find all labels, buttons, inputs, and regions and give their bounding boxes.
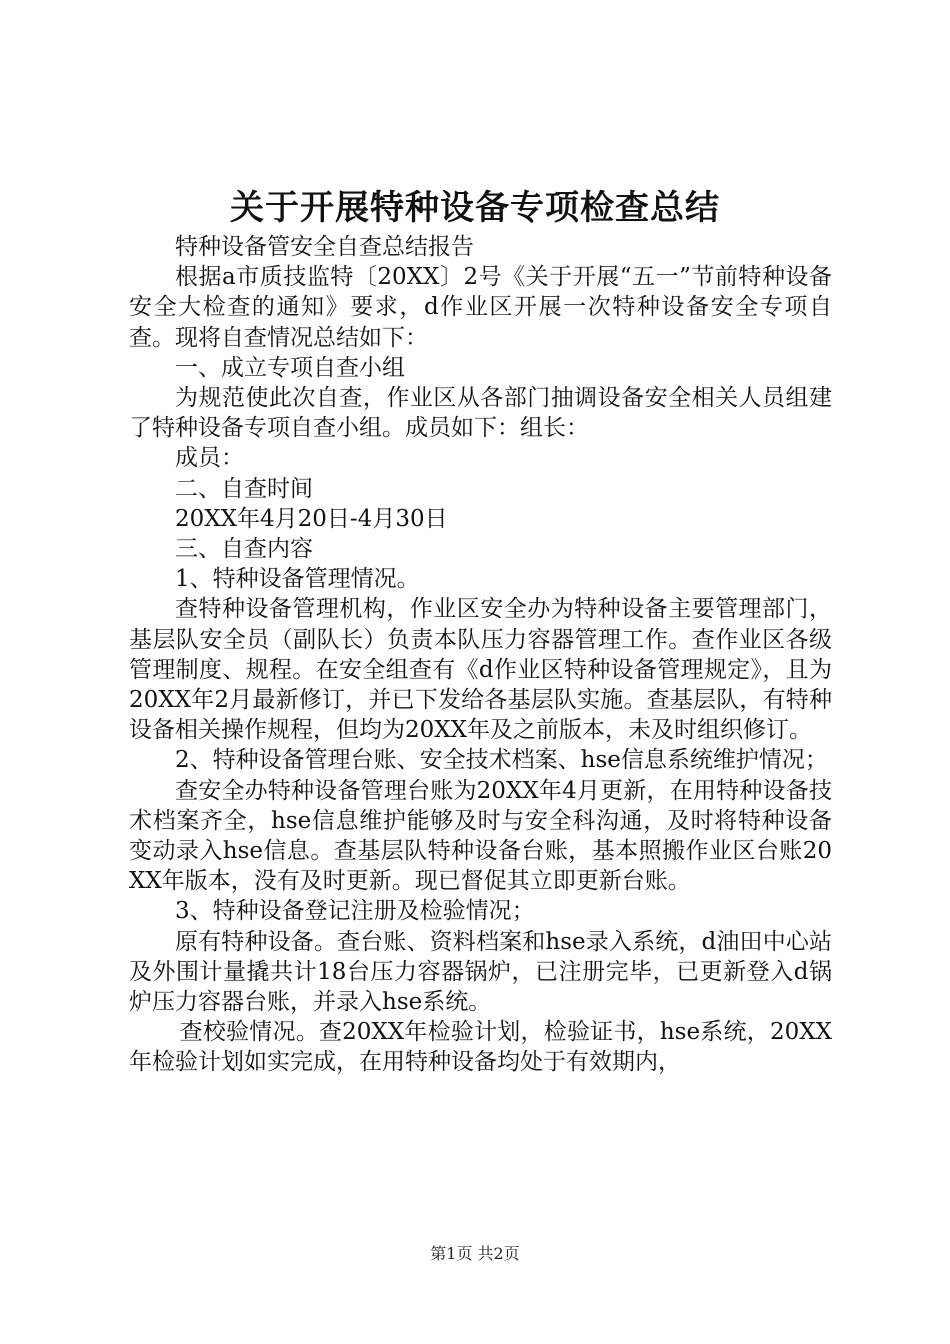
section-heading-team: 一、成立专项自查小组 [175,354,405,381]
paragraph-intro: 根据a市质技监特〔20XX〕2号《关于开展“五一”节前特种设备安全大检查的通知》要求，d作业区开展一次特种设备安全专项自查。现将自查情况总结如下： [129,264,832,351]
section-heading-content: 三、自查内容 [175,536,313,563]
paragraph-registration: 原有特种设备。查台账、资料档案和hse录入系统，d油田中心站及外围计量撬共计18台压力容器锅炉，已注册完毕，已更新登入d锅炉压力容器台账，并录入hse系统。 [129,928,832,1016]
paragraph-management: 查特种设备管理机构，作业区安全办为特种设备主要管理部门，基层队安全员（副队长）负责本队压力容器管理工作。查作业区各级管理制度、规程。在安全组查有《d作业区特种设备管理规定》，且为20XX年2月最新修订，并已下发给各基层队实施。查基层队，有特种设备相关操作规程，但均为20XX年及之前版本，未及时组织修订。 [129,596,832,744]
paragraph-members: 成员： [175,445,244,472]
document-title: 关于开展特种设备专项检查总结 [230,188,720,228]
section-heading-time: 二、自查时间 [175,475,313,502]
paragraph-time: 20XX年4月20日-4月30日 [175,505,448,532]
document-body [129,232,832,1078]
subheading-management: 1、特种设备管理情况。 [175,566,420,593]
paragraph-ledger: 查安全办特种设备管理台账为20XX年4月更新，在用特种设备技术档案齐全，hse信息维护能够及时与安全科沟通，及时将特种设备变动录入hse信息。查基层队特种设备台账，基本照搬作业区台账20XX年版本，没有及时更新。现已督促其立即更新台账。 [129,777,832,895]
subheading-registration: 3、特种设备登记注册及检验情况； [175,898,535,925]
paragraph-inspection: 查校验情况。查20XX年检验计划，检验证书，hse系统，20XX年检验计划如实完成，在用特种设备均处于有效期内， [129,1019,832,1076]
page-footer: 第1页 共2页 [430,1244,520,1263]
subheading-ledger: 2、特种设备管理台账、安全技术档案、hse信息系统维护情况； [175,747,828,774]
paragraph-report-heading: 特种设备管安全自查总结报告 [175,234,474,260]
paragraph-team: 为规范使此次自查，作业区从各部门抽调设备安全相关人员组建了特种设备专项自查小组。成员如下：组长： [129,385,832,442]
